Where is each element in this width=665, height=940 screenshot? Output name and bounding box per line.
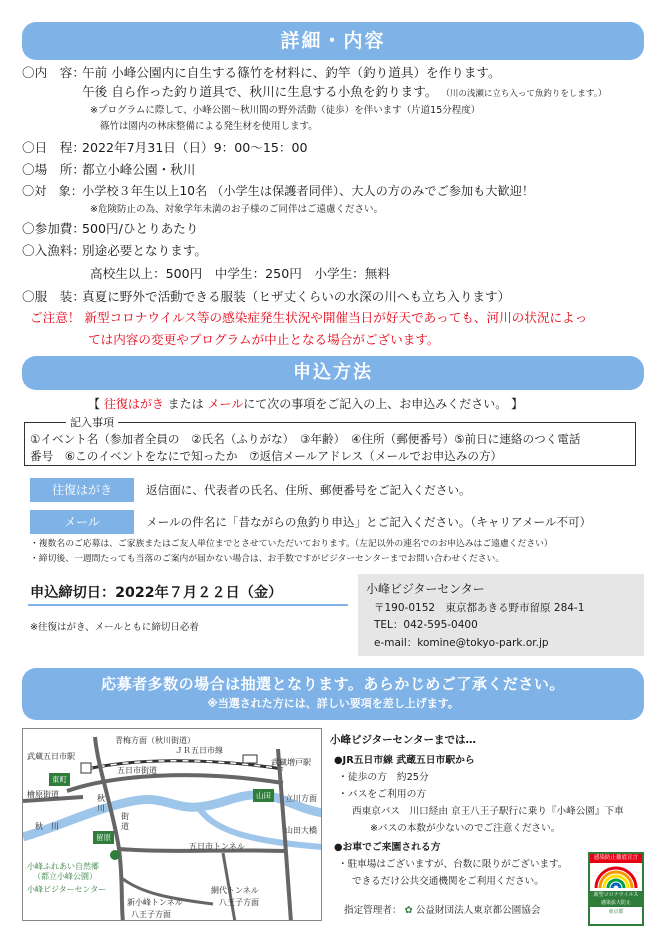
infection-prevention-badge (588, 852, 644, 926)
access-walk: ・徒歩の方 約25分 (338, 772, 429, 783)
map-yamada: 山田 (253, 789, 274, 802)
apply-header: 申込方法 (293, 362, 373, 383)
badge-mid-1: 新型コロナウイルス (590, 891, 642, 899)
intro-rest: にて次の事項をご記入の上、お申込みください。 】 (243, 397, 524, 411)
contact-name: 小峰ビジターセンター (366, 582, 485, 596)
manager-label: 指定管理者： (344, 905, 402, 916)
map-akigawa: 秋 川 (35, 822, 59, 831)
content-note-1: ※プログラムに際して、小峰公園～秋川間の野外活動（徒歩）を伴います（片道15分程度） (90, 105, 481, 116)
map-amitoro: 網代トンネル (211, 886, 259, 895)
date-row (22, 139, 308, 157)
intro-mid: または (163, 397, 208, 411)
clothes-value: 真夏に野外で活動できる服装（ヒザ丈くらいの水深の川へも立ち入ります） (82, 289, 511, 304)
map-hachioji-2: 八王子方面 (219, 898, 259, 907)
contact-tel: TEL：042-595-0400 (374, 619, 478, 631)
badge-bottom: 東京都 (608, 909, 624, 915)
map-akigawa-kaido-2: 川 (97, 804, 105, 813)
badge-top: 感染防止徹底宣言 (590, 854, 642, 863)
access-bus: ・バスをご利用の方 (338, 789, 427, 800)
apply-intro (88, 395, 523, 413)
map-tunnel-1: 五日市トンネル (189, 842, 245, 851)
entry-row (22, 242, 207, 260)
target-value: 小学校３年生以上10名 （小学生は保護者同伴）、大人の方のみでご参加も大歓迎！ (82, 184, 535, 198)
deadline-note: ※往復はがき、メールともに締切日必着 (30, 622, 199, 633)
date-value: 2022年7月31日（日）9：00〜15：00 (82, 140, 308, 155)
entry-items-line-1: ①イベント名（参加者全員の ②氏名（ふりがな） ③年齢） ④住所（郵便番号）⑤前日に連絡のつく電話 (30, 432, 581, 446)
content-line-2-note: （川の浅瀬に立ち入って魚釣りをします。） (441, 89, 607, 99)
entry-prices: 高校生以上：500円 中学生：250円 小学生：無料 (90, 266, 390, 281)
map-akigawa-kaido-1: 秋 (97, 794, 105, 803)
entry-items-line-2: 番号 ⑥このイベントをなにで知ったか ⑦返信メールアドレス（メールでお申込みの方） (30, 449, 503, 463)
map-hachioji-1: 八王子方面 (131, 910, 171, 919)
map-akigawa-kaido-4: 道 (121, 822, 129, 831)
access-car-2: できるだけ公共交通機関をご利用ください。 (352, 876, 544, 887)
access-bus-note: ※バスの本数が少ないのでご注意ください。 (370, 823, 561, 834)
access-car-1: ・駐車場はございますが、台数に限りがございます。 (338, 859, 568, 870)
map-akigawa-kaido-3: 街 (121, 812, 129, 821)
access-car-head: ●お車でご来園される方 (334, 842, 441, 853)
contact-address: 〒190-0152 東京都あきる野市留原 284-1 (374, 602, 585, 614)
apply-note-1: ・複数名のご応募は、ご家族またはご友人単位までとさせていただいております。（左記以外の連名でのお申込みはご遠慮ください） (30, 539, 553, 549)
badge-mid-2: 感染拡大防止 (590, 899, 642, 907)
access-train-head: ●JR五日市線 武蔵五日市駅から (334, 755, 475, 766)
place-label: 〇場 所： (22, 162, 85, 177)
entry-items-title: 記入事項 (66, 414, 118, 430)
date-label: 〇日 程： (22, 140, 85, 155)
clothes-row (22, 288, 510, 306)
details-banner (22, 22, 644, 60)
access-map (22, 728, 322, 921)
intro-postcard: 往復はがき (103, 397, 164, 411)
deadline: 申込締切日：2022年７月２２日（金） (30, 585, 283, 601)
map-tomehara: 留原 (93, 831, 114, 844)
caution-line-1: ご注意！ 新型コロナウイルス等の感染症発生状況や開催当日が好天であっても、河川の状況によっ (30, 310, 588, 325)
map-itsukaichi-kaido: 五日市街道 (117, 766, 157, 775)
manager-name: 公益財団法人東京都公園協会 (415, 905, 541, 916)
map-musashi-itsukaichi: 武蔵五日市駅 (27, 752, 75, 761)
place-row (22, 161, 195, 179)
apply-note-2: ・締切後、一週間たっても当落のご案内が届かない場合は、お手数ですがビジターセンターまでお問い合わせください。 (30, 554, 505, 564)
map-musashi-masuko: 武蔵増戸駅 (271, 758, 311, 767)
place-value: 都立小峰公園・秋川 (82, 162, 196, 177)
rainbow-icon (593, 865, 639, 889)
intro-mail: メール (207, 397, 244, 411)
entry-label: 〇入漁料： (22, 243, 85, 258)
map-hinohara: 檜原街道 (27, 790, 59, 799)
entry-value: 別途必要となります。 (82, 243, 207, 258)
map-yamada-ohashi: 山田大橋 (285, 826, 317, 835)
fee-label: 〇参加費： (22, 221, 85, 236)
access-bus-detail: 西東京バス 川口経由 京王八王子駅行に乗り『小峰公園』下車 (352, 806, 624, 817)
content-line-1: 午前 小峰公園内に自生する篠竹を材料に、釣竿（釣り道具）を作ります。 (82, 65, 501, 80)
map-fureai-1: 小峰ふれあい自然郷 (27, 862, 99, 871)
map-tachikawa: 立川方面 (285, 794, 317, 803)
map-ome: 青梅方面（秋川街道） (115, 736, 195, 745)
fee-value: 500円/ひとりあたり (82, 221, 199, 236)
mail-tag: メール (30, 510, 134, 534)
content-row-2 (82, 83, 606, 103)
deadline-underline (28, 604, 348, 606)
mail-text: メールの件名に「昔ながらの魚釣り申込」とご記入ください。（キャリアメール不可） (146, 515, 592, 529)
content-line-2: 午後 自ら作った釣り道具で、秋川に生息する小魚を釣ります。 (82, 84, 438, 99)
postcard-text: 返信面に、代表者の氏名、住所、郵便番号をご記入ください。 (146, 483, 471, 497)
map-shin-komine: 新小峰トンネル (127, 898, 183, 907)
target-row (22, 182, 534, 200)
map-fureai-2: （都立小峰公園） (33, 872, 97, 881)
postcard-tag: 往復はがき (30, 478, 134, 502)
access-title: 小峰ビジターセンターまでは… (330, 734, 476, 746)
leaf-icon: ✿ (404, 905, 413, 916)
lottery-line-1: 応募者多数の場合は抽選となります。あらかじめご了承ください。 (101, 675, 565, 693)
manager-line (344, 902, 540, 916)
target-note: ※危険防止の為、対象学年未満のお子様のご同伴はご遠慮ください。 (90, 204, 383, 215)
map-vc: 小峰ビジターセンター (27, 885, 107, 894)
content-row-1 (22, 64, 501, 82)
apply-banner (22, 356, 644, 390)
clothes-label: 〇服 装： (22, 289, 85, 304)
map-jr: ＪＲ五日市線 (175, 746, 223, 755)
content-note-2: 篠竹は園内の林床整備による発生材を使用します。 (100, 121, 318, 132)
fee-row (22, 220, 198, 238)
details-header: 詳細・内容 (280, 30, 386, 52)
content-label: 〇内 容： (22, 65, 85, 80)
lottery-line-2: ※当選された方には、詳しい要項を差し上げます。 (207, 697, 459, 710)
caution-line-2: ては内容の変更やプログラムが中止となる場合がございます。 (88, 332, 440, 347)
map-higashimachi: 東町 (49, 773, 70, 786)
target-label: 〇対 象： (22, 184, 83, 198)
contact-email: e-mail：komine@tokyo-park.or.jp (374, 637, 549, 649)
lottery-banner (22, 668, 644, 720)
bracket-open: 【 (88, 397, 104, 411)
